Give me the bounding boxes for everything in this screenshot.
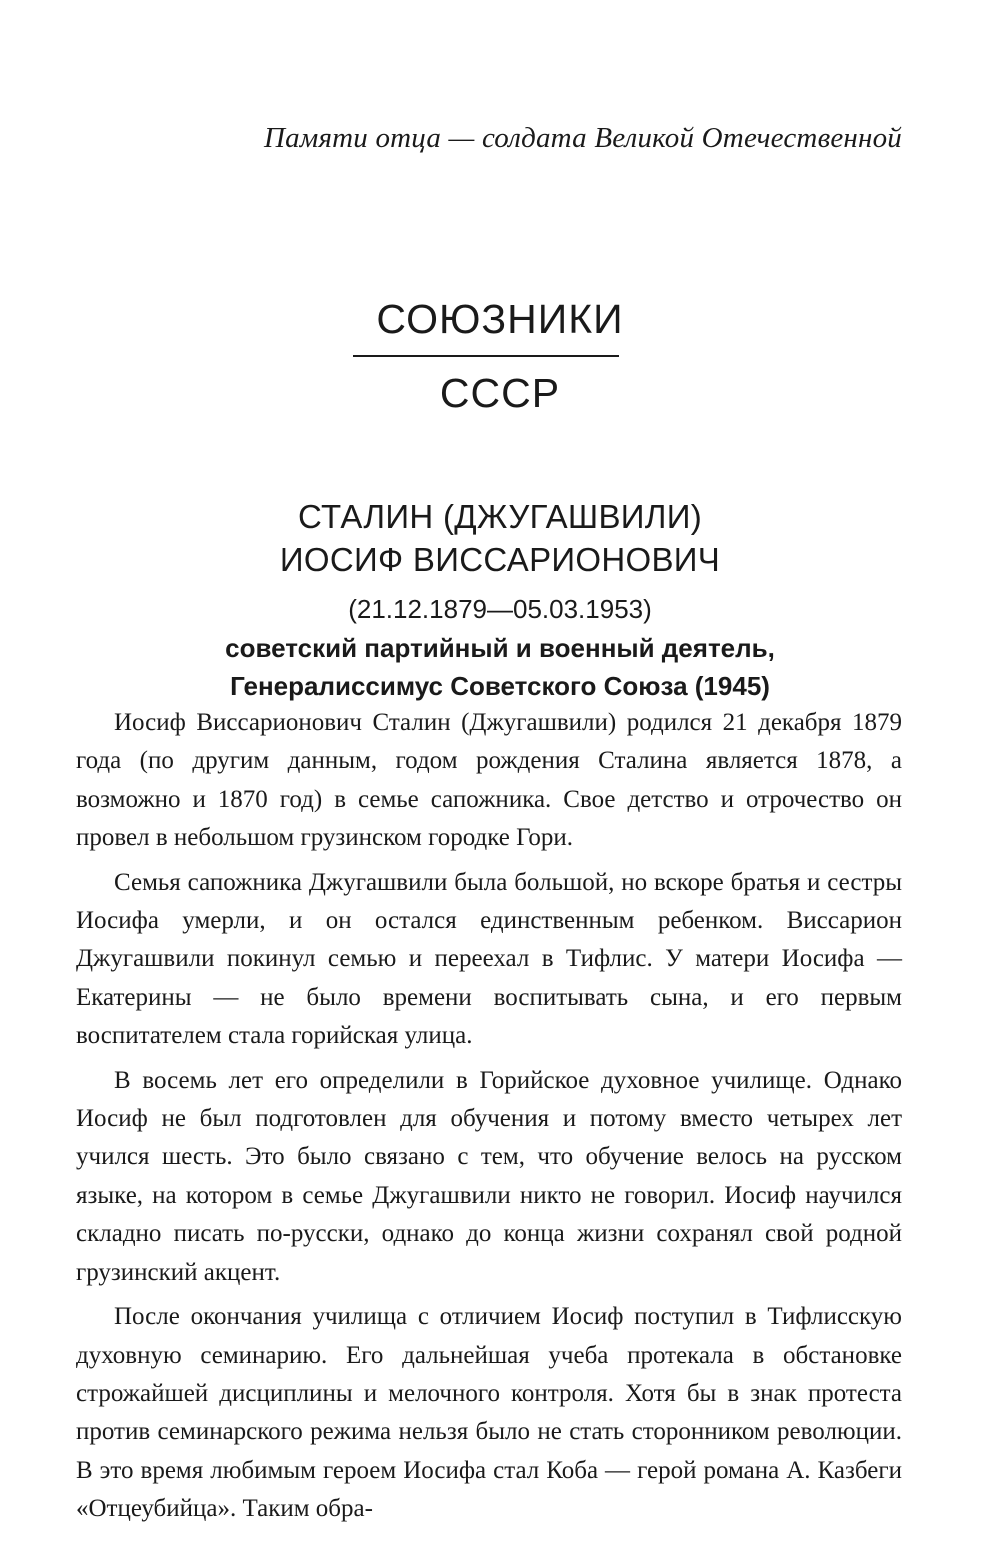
- body-text: [76, 704, 902, 1535]
- paragraph-4: После окончания училища с отличием Иосиф поступил в Тифлисскую духовную семинарию. Его дальнейшая учеба протекала в обстановке строжайшей дисциплины и мелочного контроля. Хотя бы в знак протеста против семинарского режима нельзя было не стать сторонником революции. В это время любимым героем Иосифа стал Коба — герой романа А. Казбеги «Отцеубийца». Таким обра-: [76, 1303, 902, 1523]
- person-role-line-1: советский партийный и военный деятель,: [225, 633, 775, 663]
- section-title: СОЮЗНИКИ: [376, 296, 624, 342]
- paragraph-1: Иосиф Виссарионович Сталин (Джугашвили) родился 21 декабря 1879 года (по другим данным, годом рождения Сталина является 1878, а возможно и 1870 год) в семье сапожника. Свое детство и отрочество он провел в небольшом грузинском городке Гори.: [76, 709, 902, 852]
- section-subtitle: СССР: [439, 370, 561, 416]
- person-role-line-2: Генералиссимус Советского Союза (1945): [230, 671, 770, 701]
- person-name-line-2: ИОСИФ ВИССАРИОНОВИЧ: [279, 541, 721, 578]
- person-name-line-1: СТАЛИН (ДЖУГАШВИЛИ): [297, 498, 703, 535]
- paragraph-2: Семья сапожника Джугашвили была большой, но вскоре братья и сестры Иосифа умерли, и он остался единственным ребенком. Виссарион Джугашвили покинул семью и переехал в Тифлис. У матери Иосифа — Екатерины — не было времени воспитывать сына, и его первым воспитателем стала горийская улица.: [76, 868, 902, 1050]
- dedication: Памяти отца — солдата Великой Отечественной: [263, 122, 902, 154]
- person-dates: (21.12.1879—05.03.1953): [348, 594, 652, 624]
- title-divider: [353, 355, 619, 357]
- person-heading: [0, 495, 1000, 705]
- paragraph-3: В восемь лет его определили в Горийское духовное училище. Однако Иосиф не был подготовлен для обучения и потому вместо четырех лет учился шесть. Это было связано с тем, что обучение велось на русском языке, на котором в семье Джугашвили никто не говорил. Иосиф научился складно писать по-русски, однако до конца жизни сохранял свой родной грузинский акцент.: [76, 1066, 902, 1286]
